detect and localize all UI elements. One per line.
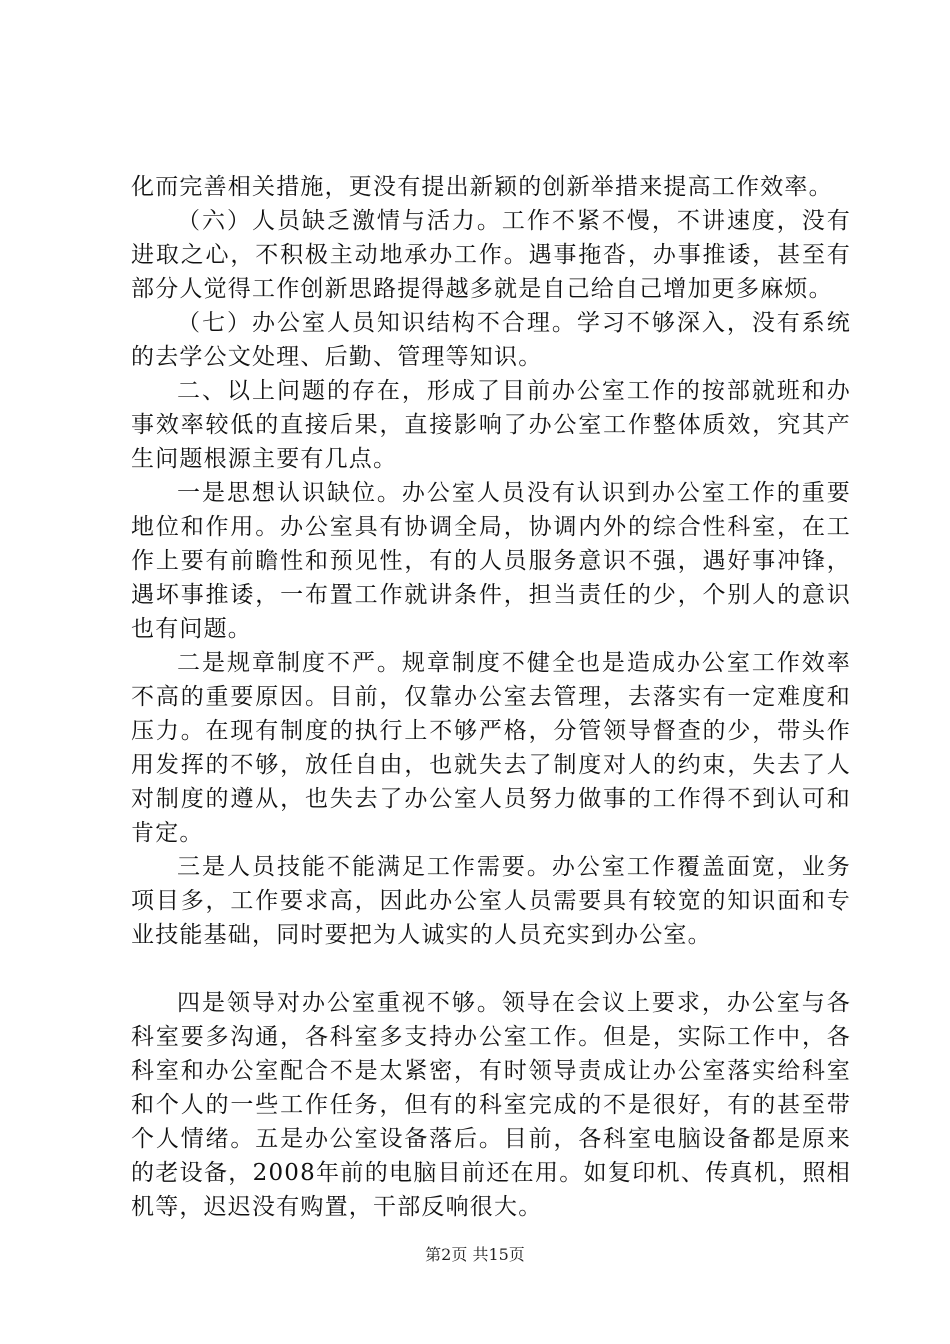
paragraph-section-2: 二、以上问题的存在，形成了目前办公室工作的按部就班和办事效率较低的直接后果，直接影响了办公室工作整体质效，究其产生问题根源主要有几点。	[131, 378, 851, 472]
paragraph-cause-3: 三是人员技能不能满足工作需要。办公室工作覆盖面宽，业务项目多，工作要求高，因此办公室人员需要具有较宽的知识面和专业技能基础，同时要把为人诚实的人员充实到办公室。	[131, 854, 851, 948]
paragraph-item-7: （七）办公室人员知识结构不合理。学习不够深入，没有系统的去学公文处理、后勤、管理等知识。	[131, 310, 851, 370]
paragraph-cause-4-5: 四是领导对办公室重视不够。领导在会议上要求，办公室与各科室要多沟通，各科室多支持办公室工作。但是，实际工作中，各科室和办公室配合不是太紧密，有时领导责成让办公室落实给科室和个人的一些工作任务，但有的科室完成的不是很好，有的甚至带个人情绪。五是办公室设备落后。目前，各科室电脑设备都是原来的老设备，2008年前的电脑目前还在用。如复印机、传真机，照相机等，迟迟没有购置，干部反响很大。	[131, 990, 851, 1220]
paragraph-cause-2: 二是规章制度不严。规章制度不健全也是造成办公室工作效率不高的重要原因。目前，仅靠办公室去管理，去落实有一定难度和压力。在现有制度的执行上不够严格，分管领导督查的少，带头作用发挥的不够，放任自由，也就失去了制度对人的约束，失去了人对制度的遵从，也失去了办公室人员努力做事的工作得不到认可和肯定。	[131, 650, 851, 846]
paragraph-cause-1: 一是思想认识缺位。办公室人员没有认识到办公室工作的重要地位和作用。办公室具有协调全局，协调内外的综合性科室，在工作上要有前瞻性和预见性，有的人员服务意识不强，遇好事冲锋，遇坏事推诿，一布置工作就讲条件，担当责任的少，个别人的意识也有问题。	[131, 480, 851, 642]
page-footer: 第2页 共15页	[425, 1245, 525, 1264]
paragraph-continuation: 化而完善相关措施，更没有提出新颖的创新举措来提高工作效率。	[131, 174, 833, 200]
document-body	[131, 170, 851, 1224]
paragraph-item-6: （六）人员缺乏激情与活力。工作不紧不慢，不讲速度，没有进取之心，不积极主动地承办工作。遇事拖沓，办事推诿，甚至有部分人觉得工作创新思路提得越多就是自己给自己增加更多麻烦。	[131, 208, 851, 302]
paragraph-spacer	[131, 952, 851, 986]
